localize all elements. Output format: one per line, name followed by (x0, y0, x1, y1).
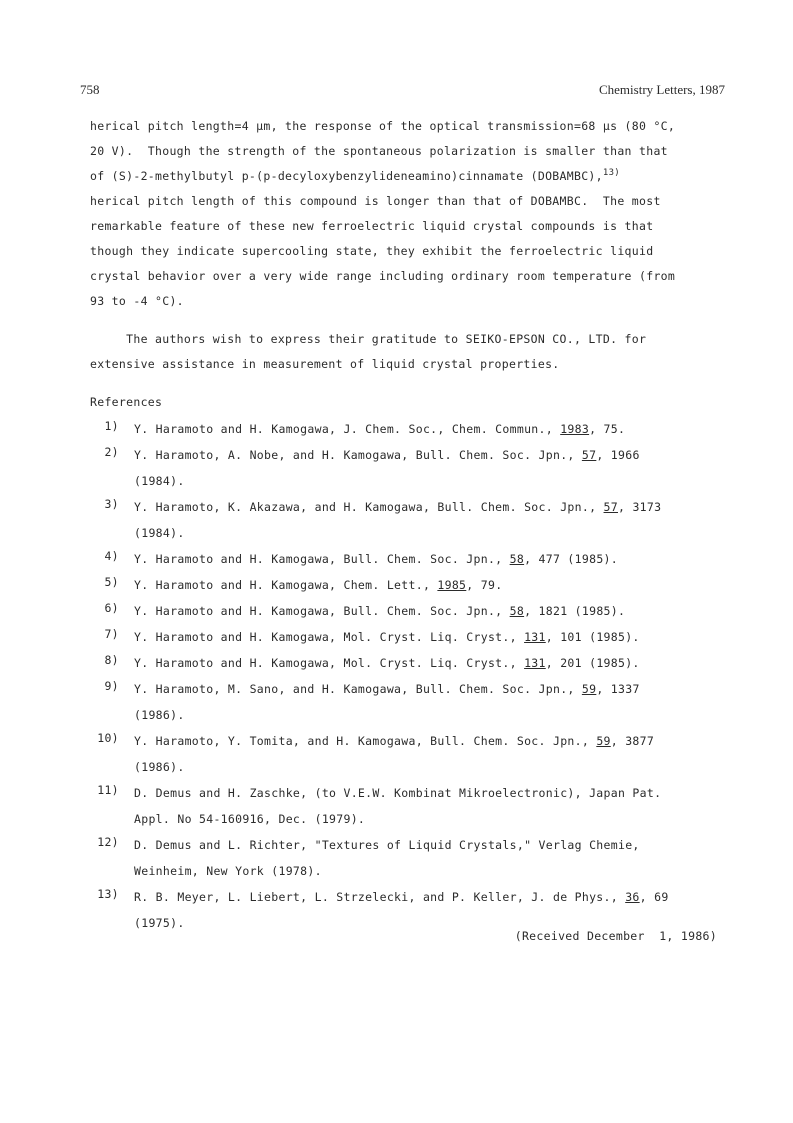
reference-item (90, 679, 720, 731)
reference-item (90, 419, 720, 445)
reference-pages: , 3173 (618, 500, 662, 514)
reference-item (90, 497, 720, 549)
reference-line: (1984). (134, 474, 185, 488)
references-heading: References (90, 395, 163, 409)
reference-item (90, 835, 720, 887)
reference-line (134, 627, 720, 653)
reference-pages: , 3877 (610, 734, 655, 748)
page-number: 758 (80, 82, 100, 97)
body-line: 93 to -4 °C). (90, 294, 184, 308)
reference-volume: 131 (524, 656, 546, 670)
reference-text (134, 627, 720, 653)
reference-volume: 58 (509, 552, 525, 566)
body-line (90, 166, 720, 191)
reference-volume: 1983 (560, 422, 590, 436)
reference-number: 7) (90, 627, 119, 641)
reference-volume: 59 (581, 682, 597, 696)
body-line: remarkable feature of these new ferroelectric liquid crystal compounds is that (90, 219, 654, 233)
acknowledgment-line: The authors wish to express their gratitude to SEIKO-EPSON CO., LTD. for (90, 332, 647, 346)
reference-text (134, 445, 720, 497)
reference-line (134, 679, 720, 705)
reference-volume: 57 (603, 500, 618, 514)
reference-citation: Y. Haramoto and H. Kamogawa, J. Chem. Soc., Chem. Commun., (134, 422, 561, 436)
reference-line (134, 419, 720, 445)
reference-volume: 36 (625, 890, 640, 904)
reference-text (134, 497, 720, 549)
reference-citation: R. B. Meyer, L. Liebert, L. Strzelecki, and P. Keller, J. de Phys., (134, 890, 626, 904)
reference-item (90, 731, 720, 783)
reference-text (134, 835, 720, 887)
reference-number: 6) (90, 601, 119, 615)
reference-text (134, 575, 720, 601)
article-body (90, 116, 720, 939)
reference-number: 13) (90, 887, 119, 901)
reference-volume: 58 (509, 604, 525, 618)
body-line: 20 V). Though the strength of the spontaneous polarization is smaller than that (90, 144, 668, 158)
reference-citation: Y. Haramoto, A. Nobe, and H. Kamogawa, Bull. Chem. Soc. Jpn., (134, 448, 582, 462)
reference-citation: D. Demus and H. Zaschke, (to V.E.W. Kombinat Mikroelectronic), Japan Pat. (134, 786, 662, 800)
reference-item (90, 445, 720, 497)
reference-number: 10) (90, 731, 119, 745)
reference-pages: , 1821 (1985). (524, 604, 626, 618)
reference-number: 5) (90, 575, 119, 589)
reference-pages: , 69 (639, 890, 669, 904)
reference-item (90, 575, 720, 601)
reference-line: (1975). (134, 916, 185, 930)
reference-volume: 57 (581, 448, 597, 462)
reference-text (134, 653, 720, 679)
reference-citation: Y. Haramoto and H. Kamogawa, Bull. Chem. Soc. Jpn., (134, 552, 510, 566)
reference-number: 8) (90, 653, 119, 667)
body-line: herical pitch length of this compound is longer than that of DOBAMBC. The most (90, 194, 661, 208)
reference-number: 12) (90, 835, 119, 849)
reference-line (134, 731, 720, 757)
reference-pages: , 1337 (596, 682, 640, 696)
reference-citation: Y. Haramoto and H. Kamogawa, Bull. Chem. Soc. Jpn., (134, 604, 510, 618)
reference-line (134, 575, 720, 601)
acknowledgment-line: extensive assistance in measurement of liquid crystal properties. (90, 357, 560, 371)
reference-item (90, 601, 720, 627)
reference-number: 11) (90, 783, 119, 797)
reference-text (134, 731, 720, 783)
reference-line: (1986). (134, 760, 185, 774)
reference-citation: Y. Haramoto and H. Kamogawa, Mol. Cryst. Liq. Cryst., (134, 656, 525, 670)
reference-item (90, 783, 720, 835)
body-line: though they indicate supercooling state, they exhibit the ferroelectric liquid (90, 244, 654, 258)
reference-text (134, 783, 720, 835)
reference-list (90, 419, 720, 939)
reference-line (134, 887, 720, 913)
reference-pages: , 101 (1985). (545, 630, 640, 644)
reference-number: 9) (90, 679, 119, 693)
reference-line: (1986). (134, 708, 185, 722)
reference-citation: Y. Haramoto, Y. Tomita, and H. Kamogawa, Bull. Chem. Soc. Jpn., (134, 734, 597, 748)
reference-citation: Y. Haramoto, K. Akazawa, and H. Kamogawa, Bull. Chem. Soc. Jpn., (134, 500, 604, 514)
body-line-text: of (S)-2-methylbutyl p-(p-decyloxybenzylideneamino)cinnamate (DOBAMBC), (90, 169, 603, 183)
reference-citation: D. Demus and L. Richter, "Textures of Liquid Crystals," Verlag Chemie, (134, 838, 640, 852)
reference-item (90, 627, 720, 653)
reference-item (90, 653, 720, 679)
reference-volume: 131 (524, 630, 546, 644)
reference-citation: Y. Haramoto and H. Kamogawa, Mol. Cryst. Liq. Cryst., (134, 630, 525, 644)
reference-number: 2) (90, 445, 119, 459)
received-date: (Received December 1, 1986) (514, 929, 717, 943)
reference-pages: , 201 (1985). (545, 656, 640, 670)
reference-pages: , 1966 (596, 448, 640, 462)
citation-superscript: 13) (602, 168, 621, 178)
body-line: crystal behavior over a very wide range including ordinary room temperature (from (90, 269, 676, 283)
reference-line: Appl. No 54-160916, Dec. (1979). (134, 812, 366, 826)
reference-item (90, 549, 720, 575)
reference-number: 4) (90, 549, 119, 563)
reference-pages: , 75. (589, 422, 626, 436)
reference-line (134, 783, 720, 809)
reference-text (134, 419, 720, 445)
reference-text (134, 679, 720, 731)
reference-number: 3) (90, 497, 119, 511)
reference-line (134, 497, 720, 523)
reference-number: 1) (90, 419, 119, 433)
reference-text (134, 601, 720, 627)
reference-line: Weinheim, New York (1978). (134, 864, 322, 878)
reference-line (134, 601, 720, 627)
reference-citation: Y. Haramoto, M. Sano, and H. Kamogawa, Bull. Chem. Soc. Jpn., (134, 682, 582, 696)
reference-volume: 1985 (437, 578, 467, 592)
reference-volume: 59 (596, 734, 611, 748)
reference-line (134, 445, 720, 471)
reference-line: (1984). (134, 526, 185, 540)
reference-line (134, 653, 720, 679)
body-line: herical pitch length=4 μm, the response of the optical transmission=68 μs (80 °C, (90, 119, 676, 133)
reference-line (134, 549, 720, 575)
reference-line (134, 835, 720, 861)
reference-text (134, 549, 720, 575)
reference-citation: Y. Haramoto and H. Kamogawa, Chem. Lett., (134, 578, 438, 592)
reference-pages: , 477 (1985). (524, 552, 619, 566)
reference-pages: , 79. (466, 578, 503, 592)
running-header: Chemistry Letters, 1987 (598, 82, 725, 97)
